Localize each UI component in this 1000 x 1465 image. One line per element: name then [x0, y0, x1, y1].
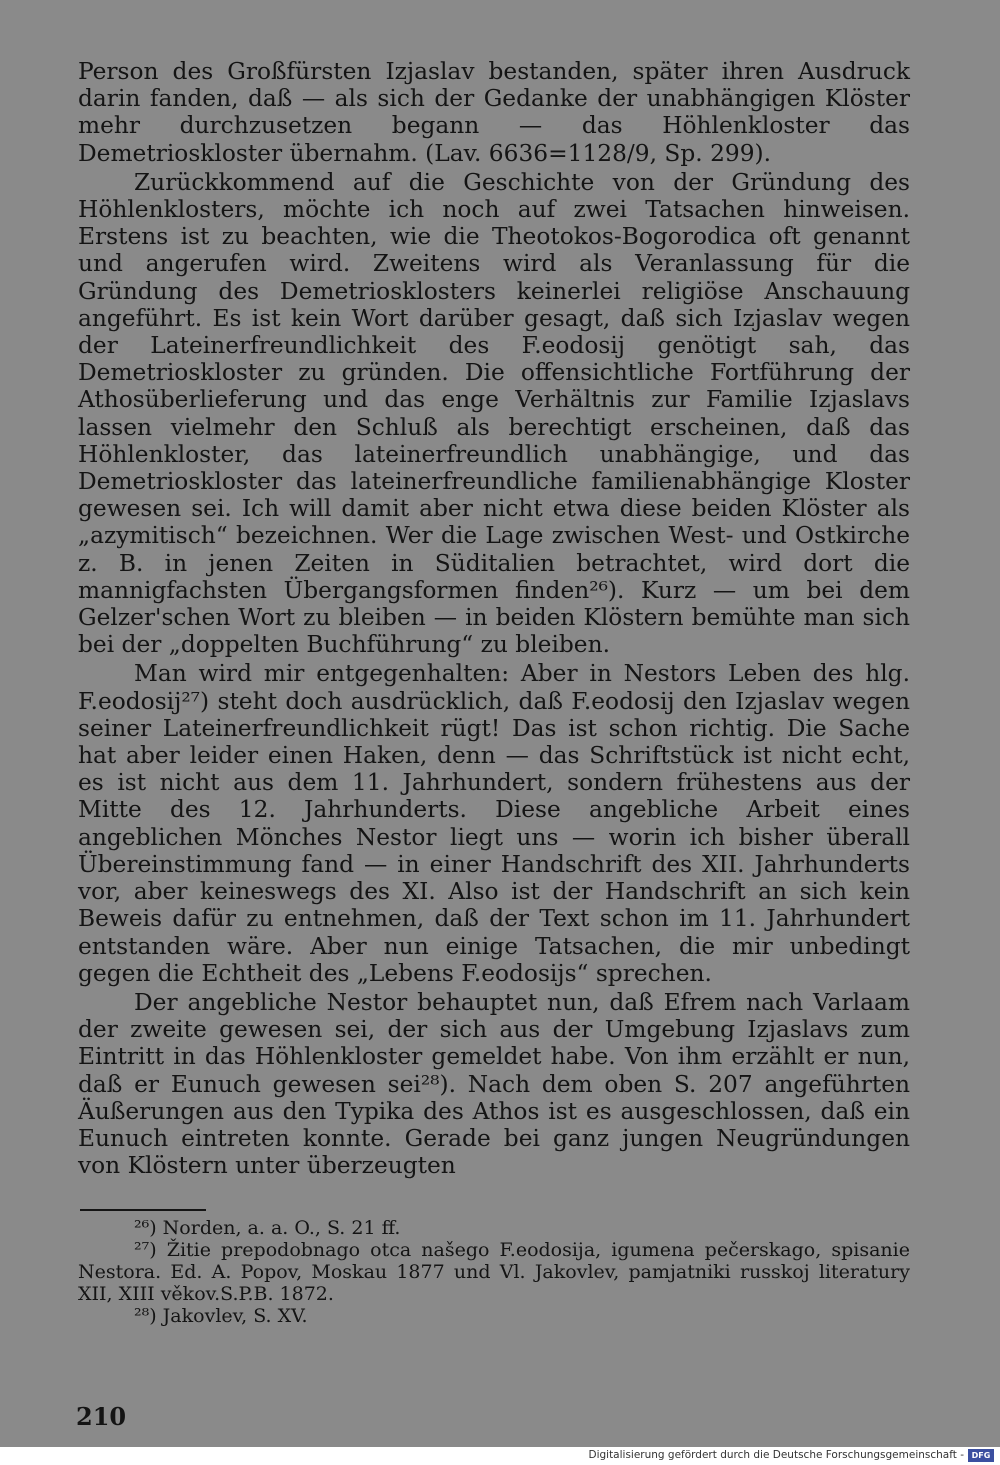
paragraph-2: Zurückkommend auf die Geschichte von der Gründung des Höhlenklosters, möchte ich noch auf zwei Tatsachen hinweisen. Erstens ist zu beachten, wie die Theotokos-Bogorodica oft genannt und angerufen wird. Zweitens wird als Veranlassung für die Gründung des Demetriosklosters keinerlei religiöse Anschauung angeführt. Es ist kein Wort darüber gesagt, daß sich Izjaslav wegen der Lateinerfreundlichkeit des F.eodosij genötigt sah, das Demetrioskloster zu gründen. Die offensichtliche Fortführung der Athosüberlieferung und das enge Verhältnis zur Familie Izjaslavs lassen vielmehr den Schluß als berechtigt erscheinen, daß das Höhlenkloster, das lateinerfreundlich unabhängige, und das Demetrioskloster das lateinerfreundliche familienabhängige Kloster gewesen sei. Ich will damit aber nicht etwa diese beiden Klöster als „azymitisch“ bezeichnen. Wer die Lage zwischen West- und Ostkirche z. B. in jenen Zeiten in Süditalien betrachtet, wird dort die mannigfachsten Übergangsformen finden²⁶). Kurz — um bei dem Gelzer'schen Wort zu bleiben — in beiden Klöstern bemühte man sich bei der „doppelten Buchführung“ zu bleiben.	[78, 168, 910, 659]
footnote-26: ²⁶) Norden, a. a. O., S. 21 ff.	[134, 1217, 401, 1240]
paragraph-3: Man wird mir entgegenhalten: Aber in Nestors Leben des hlg. F.eodosij²⁷) steht doch ausdrücklich, daß F.eodosij den Izjaslav wegen seiner Lateinerfreundlichkeit rügt! Das ist schon richtig. Die Sache hat aber leider einen Haken, denn — das Schriftstück ist nicht echt, es ist nicht aus dem 11. Jahrhundert, sondern frühestens aus der Mitte des 12. Jahrhunderts. Diese angebliche Arbeit eines angeblichen Mönches Nestor liegt uns — worin ich bisher überall Übereinstimmung fand — in einer Handschrift des XII. Jahrhunderts vor, aber keineswegs des XI. Also ist der Handschrift an sich kein Beweis dafür zu entnehmen, daß der Text schon im 11. Jahrhundert entstanden wäre. Aber nun einige Tatsachen, die mir unbedingt gegen die Echtheit des „Lebens F.eodosijs“ sprechen.	[78, 660, 910, 987]
footnote-divider	[80, 1209, 206, 1211]
funding-notice: Digitalisierung gefördert durch die Deutsche Forschungsgemeinschaft -	[588, 1449, 964, 1461]
dfg-logo: DFG	[968, 1449, 994, 1462]
footer-bar	[0, 1447, 1000, 1465]
footnotes	[78, 1217, 910, 1327]
body-text	[78, 58, 910, 1179]
paragraph-4: Der angebliche Nestor behauptet nun, daß Efrem nach Varlaam der zweite gewesen sei, der sich aus der Umgebung Izjaslavs zum Eintritt in das Höhlenkloster gemeldet habe. Von ihm erzählt er nun, daß er Eunuch gewesen sei²⁸). Nach dem oben S. 207 angeführten Äußerungen aus den Typika des Athos ist es ausgeschlossen, daß ein Eunuch eintreten konnte. Gerade bei ganz jungen Neugründungen von Klöstern unter überzeugten	[78, 988, 910, 1180]
footnote-28: ²⁸) Jakovlev, S. XV.	[134, 1305, 308, 1328]
page-number: 210	[76, 1402, 127, 1431]
footnote-27: ²⁷) Žitie prepodobnago otca našego F.eodosija, igumena pečerskago, spisanie Nestora. Ed. A. Popov, Moskau 1877 und Vl. Jakovlev, pamjatniki russkoj literatury XII, XIII věkov.S.P.B. 1872.	[78, 1239, 910, 1306]
paragraph-1: Person des Großfürsten Izjaslav bestanden, später ihren Ausdruck darin fanden, daß — als sich der Gedanke der unabhängigen Klöster mehr durchzusetzen begann — das Höhlenkloster das Demetrioskloster übernahm. (Lav. 6636=1128/9, Sp. 299).	[78, 58, 910, 167]
page-content	[78, 58, 910, 1327]
